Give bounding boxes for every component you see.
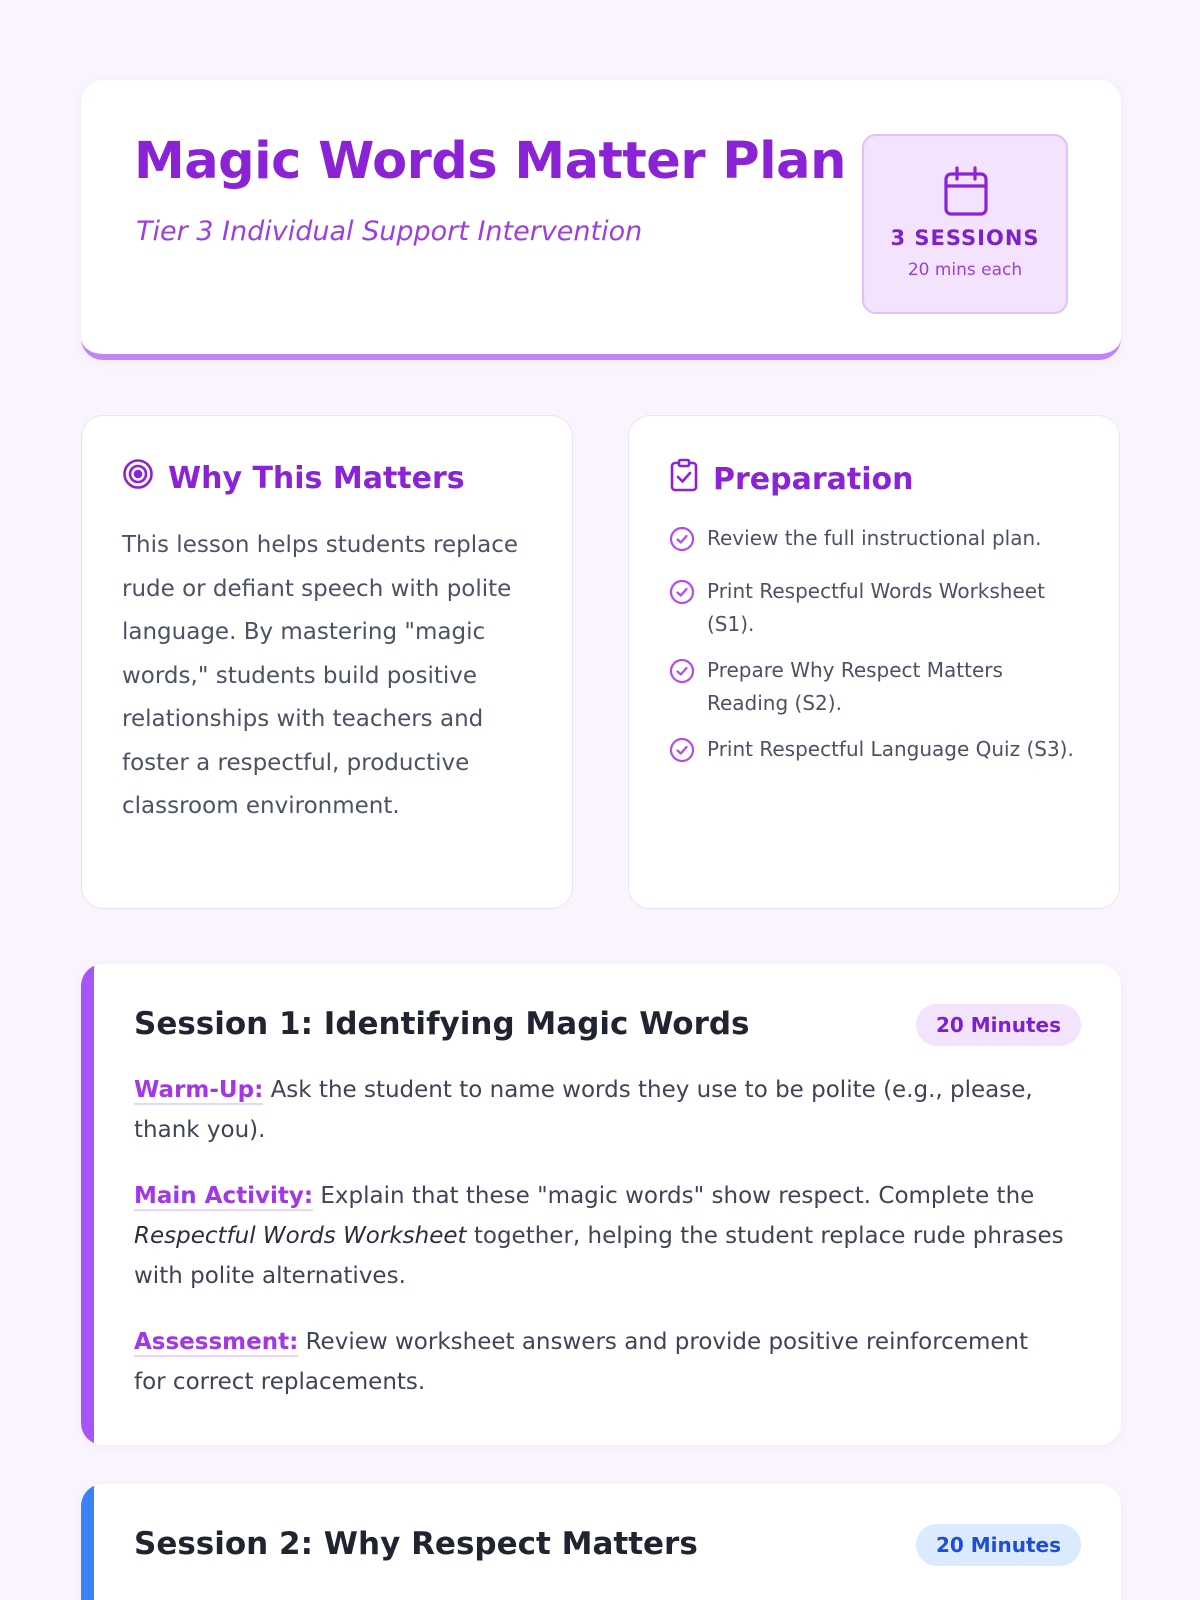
sessions-badge xyxy=(862,134,1068,314)
clipboard-check-icon xyxy=(669,458,699,500)
assessment-step xyxy=(134,1322,1064,1402)
session-title: Session 1: Identifying Magic Words xyxy=(134,1006,750,1042)
prep-item xyxy=(669,733,1089,773)
session-title: Session 2: Why Respect Matters xyxy=(134,1526,698,1562)
preparation-card xyxy=(628,415,1120,909)
session-accent-bar xyxy=(81,1484,94,1600)
main-activity-step xyxy=(134,1176,1064,1296)
warmup-step xyxy=(134,1070,1064,1150)
target-icon xyxy=(122,458,154,498)
check-circle-icon xyxy=(669,526,695,562)
check-circle-icon xyxy=(669,658,695,694)
warmup-label: Warm-Up: xyxy=(134,1077,264,1103)
why-card xyxy=(81,415,573,909)
page-subtitle: Tier 3 Individual Support Intervention xyxy=(136,216,643,247)
preparation-heading-text: Preparation xyxy=(713,461,914,497)
duration-badge: 20 Minutes xyxy=(916,1524,1081,1566)
main-activity-label: Main Activity: xyxy=(134,1183,314,1209)
sessions-count: 3 SESSIONS xyxy=(890,226,1040,250)
worksheet-title: Respectful Words Worksheet xyxy=(134,1223,467,1249)
check-circle-icon xyxy=(669,737,695,773)
prep-item xyxy=(669,522,1089,562)
prep-item-text: Print Respectful Words Worksheet (S1). xyxy=(707,579,1045,636)
calendar-icon xyxy=(942,166,990,222)
page-title: Magic Words Matter Plan xyxy=(134,132,846,191)
prep-item-text: Review the full instructional plan. xyxy=(707,526,1042,550)
header-card xyxy=(81,80,1121,360)
sessions-duration: 20 mins each xyxy=(907,260,1023,280)
prep-item xyxy=(669,654,1089,720)
session-card-2 xyxy=(81,1484,1121,1600)
main-activity-text-after: together, helping the student replace rude phrases with polite alternatives. xyxy=(134,1223,1064,1289)
session-accent-bar xyxy=(81,964,94,1445)
assessment-label: Assessment: xyxy=(134,1329,299,1355)
check-circle-icon xyxy=(669,579,695,615)
session-body xyxy=(134,1070,1064,1428)
warmup-text: Ask the student to name words they use to be polite (e.g., please, thank you). xyxy=(134,1077,1033,1143)
why-heading xyxy=(122,458,465,498)
preparation-list xyxy=(669,522,1089,786)
prep-item-text: Print Respectful Language Quiz (S3). xyxy=(707,737,1074,761)
prep-item xyxy=(669,575,1089,641)
assessment-text: Review worksheet answers and provide positive reinforcement for correct replacements. xyxy=(134,1329,1029,1395)
why-text: This lesson helps students replace rude or defiant speech with polite language. By mastering "magic words," students build positive relationships with teachers and foster a respectful, productive classroom environment. xyxy=(122,532,518,819)
prep-item-text: Prepare Why Respect Matters Reading (S2). xyxy=(707,658,1003,715)
session-card-1 xyxy=(81,964,1121,1445)
why-heading-text: Why This Matters xyxy=(168,460,465,496)
preparation-heading xyxy=(669,458,913,500)
main-activity-text: Explain that these "magic words" show respect. Complete the xyxy=(313,1183,1035,1209)
duration-badge: 20 Minutes xyxy=(916,1004,1081,1046)
